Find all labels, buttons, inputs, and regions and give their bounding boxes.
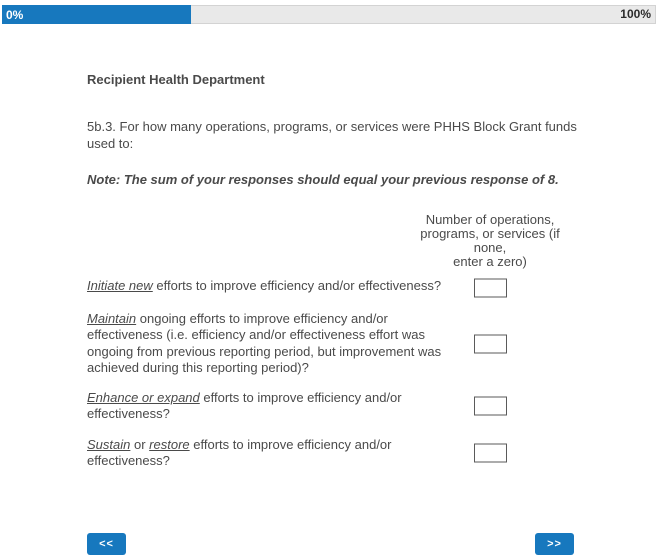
number-input[interactable] [474, 334, 507, 353]
survey-page [0, 5, 658, 555]
progress-fill [2, 5, 191, 24]
column-header-line: enter a zero) [453, 254, 527, 269]
page-title: Recipient Health Department [87, 72, 265, 87]
row-question-text [87, 278, 455, 294]
number-input[interactable] [474, 278, 507, 297]
row-input-cell [405, 334, 575, 353]
row-question-text [87, 437, 455, 470]
row-text-segment: ongoing efforts to improve efficiency and/or effectiveness (i.e. efficiency and/or effectiveness effort was ongoing from previous reporting period, but improvement was achieved during this reporting period)? [87, 311, 442, 375]
response-matrix [87, 213, 595, 469]
table-row [87, 311, 577, 376]
table-row [87, 278, 577, 297]
row-text-segment: efforts to improve efficiency and/or effectiveness? [152, 278, 442, 293]
row-question-text [87, 311, 455, 376]
row-input-cell [405, 443, 575, 462]
column-header-line: Number of operations, [425, 212, 555, 227]
number-input[interactable] [474, 397, 507, 416]
row-text-segment: Sustain [87, 436, 131, 452]
survey-content [87, 72, 595, 555]
table-row [87, 390, 577, 423]
nav-buttons [87, 533, 574, 555]
row-question-text [87, 390, 455, 423]
row-text-segment: Enhance or expand [87, 390, 200, 405]
row-text-segment: efforts to improve efficiency and/or effectiveness? [87, 390, 402, 422]
row-input-cell [405, 397, 575, 416]
column-header-line: programs, or services (if none, [420, 226, 560, 255]
column-header [405, 213, 575, 269]
note-text: Note: The sum of your responses should equal your previous response of 8. [87, 172, 559, 187]
progress-end-label: 100% [620, 7, 651, 21]
row-text-segment: Maintain [87, 311, 137, 326]
table-row [87, 437, 577, 470]
question-text: 5b.3. For how many operations, programs, or services were PHHS Block Grant funds used to: [87, 119, 577, 151]
row-text-segment: efforts to improve efficiency and/or effectiveness? [87, 436, 392, 468]
row-text-segment: or [130, 436, 150, 452]
row-input-cell [405, 278, 575, 297]
row-text-segment: restore [149, 436, 190, 452]
question-rows [87, 278, 595, 469]
progress-start-label: 0% [6, 7, 24, 22]
progress-bar [2, 5, 656, 24]
row-text-segment: Initiate new [87, 278, 153, 293]
next-button[interactable]: >> [535, 533, 574, 555]
number-input[interactable] [474, 443, 507, 462]
back-button[interactable]: << [87, 533, 126, 555]
